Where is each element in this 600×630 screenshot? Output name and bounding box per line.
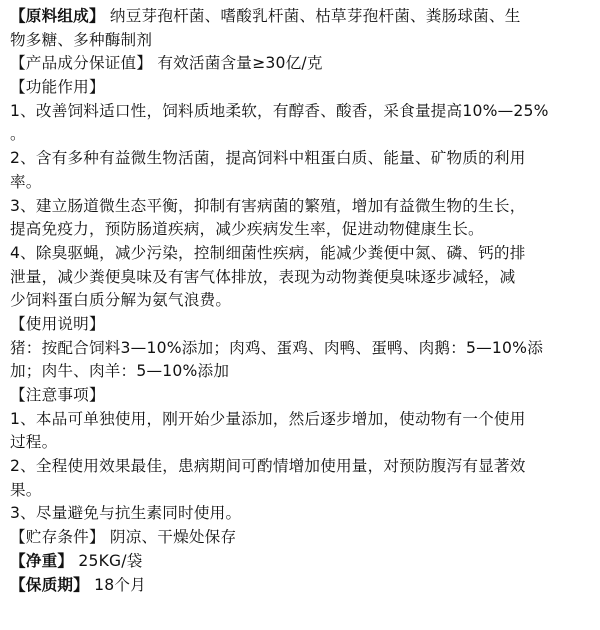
- notes-item-1: [10, 408, 590, 432]
- shelf-life-line: [10, 574, 590, 598]
- function-item-1-cont: [10, 123, 590, 147]
- usage-heading-line: [10, 313, 590, 337]
- guarantee-heading: 【产品成分保证值】: [10, 54, 153, 73]
- notes-heading: 【注意事项】: [10, 386, 105, 404]
- guarantee-text: 有效活菌含量≥30亿/克: [152, 54, 323, 73]
- usage-text-b: 加；肉牛、肉羊：5—10%添加: [10, 362, 230, 381]
- ingredients-text: 纳豆芽孢杆菌、嗜酸乳杆菌、枯草芽孢杆菌、粪肠球菌、生: [104, 7, 521, 25]
- net-weight-line: [10, 550, 590, 574]
- usage-text: 猪：按配合饲料3—10%添加；肉鸡、蛋鸡、肉鸭、蛋鸭、肉鹅：5—10%添: [10, 338, 543, 357]
- usage-item: [10, 337, 590, 361]
- ingredients-heading: 【原料组成】: [10, 7, 105, 25]
- usage-heading: 【使用说明】: [10, 314, 105, 333]
- net-weight-text: 25KG/袋: [73, 551, 143, 570]
- ingredients-text-2: 物多糖、多种酶制剂: [10, 30, 153, 49]
- ingredients-line-2: [10, 29, 590, 53]
- shelf-life-text: 18个月: [88, 575, 146, 594]
- net-weight-heading: 【净重】: [10, 551, 74, 570]
- notes-item-3: [10, 502, 590, 526]
- function-text-1b: 。: [10, 125, 26, 144]
- function-text-4c: 少饲料蛋白质分解为氨气浪费。: [10, 291, 232, 310]
- usage-item-cont: [10, 360, 590, 384]
- function-item-4: [10, 242, 590, 266]
- notes-item-1-cont: [10, 431, 590, 455]
- function-text-2: 2、含有多种有益微生物活菌，提高饲料中粗蛋白质、能量、矿物质的利用: [10, 149, 526, 168]
- ingredients-line: [10, 5, 590, 29]
- notes-text-2: 2、全程使用效果最佳，患病期间可酌情增加使用量，对预防腹泻有显著效: [10, 457, 526, 476]
- notes-text-3: 3、尽量避免与抗生素同时使用。: [10, 504, 242, 523]
- notes-text-1b: 过程。: [10, 433, 58, 452]
- notes-heading-line: [10, 384, 590, 408]
- storage-heading: 【贮存条件】: [10, 528, 105, 547]
- guarantee-line: [10, 52, 590, 76]
- function-heading-line: [10, 76, 590, 100]
- function-text-3: 3、建立肠道微生态平衡，抑制有害病菌的繁殖，增加有益微生物的生长，: [10, 196, 526, 215]
- function-text-2b: 率。: [10, 172, 42, 191]
- function-item-3: [10, 195, 590, 219]
- function-text-3b: 提高免疫力，预防肠道疾病，减少疾病发生率，促进动物健康生长。: [10, 220, 484, 239]
- function-item-4-cont: [10, 266, 590, 290]
- notes-text-1: 1、本品可单独使用，刚开始少量添加，然后逐步增加，使动物有一个使用: [10, 409, 526, 428]
- storage-line: [10, 526, 590, 550]
- notes-item-2: [10, 455, 590, 479]
- function-text-4b: 泄量，减少粪便臭味及有害气体排放，表现为动物粪便臭味逐步减轻，减: [10, 267, 516, 286]
- function-text-1: 1、改善饲料适口性，饲料质地柔软，有醇香、酸香，采食量提高10%—25%: [10, 101, 549, 120]
- notes-text-2b: 果。: [10, 480, 42, 499]
- function-item-4-cont-2: [10, 289, 590, 313]
- function-text-4: 4、除臭驱蝇，减少污染，控制细菌性疾病，能减少粪便中氮、磷、钙的排: [10, 243, 526, 262]
- function-heading: 【功能作用】: [10, 78, 105, 97]
- function-item-1: [10, 100, 590, 124]
- function-item-2: [10, 147, 590, 171]
- storage-text: 阴凉、干燥处保存: [104, 528, 237, 547]
- function-item-2-cont: [10, 171, 590, 195]
- notes-item-2-cont: [10, 479, 590, 503]
- function-item-3-cont: [10, 218, 590, 242]
- shelf-life-heading: 【保质期】: [10, 575, 89, 594]
